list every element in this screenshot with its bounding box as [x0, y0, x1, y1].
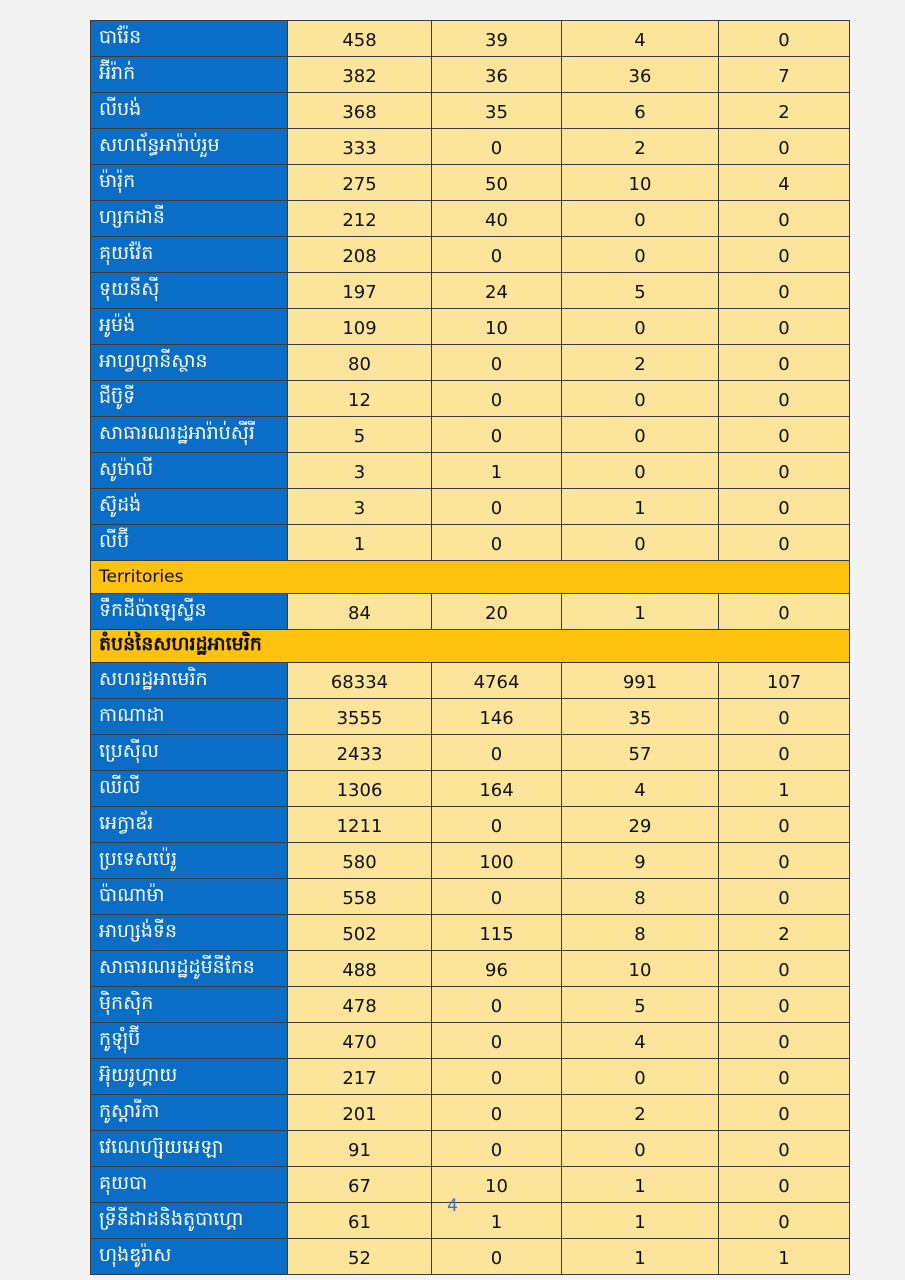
country-stats-table	[90, 20, 850, 1275]
table-row	[91, 915, 850, 951]
value-cell-3: 4	[562, 771, 719, 807]
table-row	[91, 807, 850, 843]
value-cell-1: 208	[288, 237, 432, 273]
country-name: លីប៊ី	[91, 525, 288, 561]
value-cell-1: 368	[288, 93, 432, 129]
value-cell-3: 0	[562, 417, 719, 453]
table-row	[91, 93, 850, 129]
country-name: ប្រទេសប៉េរូ	[91, 843, 288, 879]
table-body	[91, 21, 850, 1275]
value-cell-1: 558	[288, 879, 432, 915]
table-row	[91, 201, 850, 237]
value-cell-1: 109	[288, 309, 432, 345]
value-cell-3: 1	[562, 1167, 719, 1203]
value-cell-3: 36	[562, 57, 719, 93]
page-number: 4	[447, 1196, 458, 1216]
value-cell-1: 201	[288, 1095, 432, 1131]
value-cell-2: 0	[432, 1131, 562, 1167]
value-cell-4: 0	[719, 1167, 850, 1203]
value-cell-2: 0	[432, 345, 562, 381]
country-name: អាហ្សង់ទីន	[91, 915, 288, 951]
value-cell-1: 84	[288, 594, 432, 630]
value-cell-2: 0	[432, 489, 562, 525]
table-row	[91, 453, 850, 489]
table-row	[91, 663, 850, 699]
value-cell-1: 470	[288, 1023, 432, 1059]
value-cell-1: 212	[288, 201, 432, 237]
country-name: អេក្វាឌ័រ	[91, 807, 288, 843]
value-cell-3: 8	[562, 915, 719, 951]
country-name: កាណាដា	[91, 699, 288, 735]
value-cell-4: 0	[719, 417, 850, 453]
value-cell-3: 2	[562, 129, 719, 165]
value-cell-2: 36	[432, 57, 562, 93]
value-cell-1: 1	[288, 525, 432, 561]
section-label: តំបន់នៃសហរដ្ឋអាមេរិក	[91, 630, 850, 663]
value-cell-4: 0	[719, 735, 850, 771]
value-cell-3: 29	[562, 807, 719, 843]
country-name: គុយបា	[91, 1167, 288, 1203]
value-cell-2: 50	[432, 165, 562, 201]
value-cell-2: 0	[432, 1239, 562, 1275]
country-name: សាធារណរដ្ឋអារ៉ាប់ស៊ីរី	[91, 417, 288, 453]
value-cell-3: 0	[562, 381, 719, 417]
country-name: ទឹកដីប៉ាឡេស្ទីន	[91, 594, 288, 630]
table-row	[91, 951, 850, 987]
value-cell-3: 991	[562, 663, 719, 699]
value-cell-2: 0	[432, 879, 562, 915]
country-name: វេណេហ្ស៊ុយអេឡា	[91, 1131, 288, 1167]
country-name: បារ៉ែន	[91, 21, 288, 57]
value-cell-3: 0	[562, 525, 719, 561]
value-cell-1: 275	[288, 165, 432, 201]
value-cell-4: 0	[719, 273, 850, 309]
value-cell-2: 0	[432, 1023, 562, 1059]
table-row	[91, 525, 850, 561]
value-cell-4: 2	[719, 915, 850, 951]
section-label: Territories	[91, 561, 850, 594]
value-cell-2: 10	[432, 309, 562, 345]
value-cell-1: 2433	[288, 735, 432, 771]
country-name: សាធារណរដ្ឋដូមីនីកែន	[91, 951, 288, 987]
value-cell-4: 0	[719, 237, 850, 273]
value-cell-4: 0	[719, 951, 850, 987]
value-cell-1: 61	[288, 1203, 432, 1239]
value-cell-4: 0	[719, 807, 850, 843]
value-cell-1: 382	[288, 57, 432, 93]
value-cell-2: 100	[432, 843, 562, 879]
value-cell-2: 0	[432, 807, 562, 843]
value-cell-4: 0	[719, 129, 850, 165]
country-name: អូម៉ង់	[91, 309, 288, 345]
table-row	[91, 309, 850, 345]
table-row	[91, 345, 850, 381]
value-cell-4: 2	[719, 93, 850, 129]
country-name: ប្រេស៊ីល	[91, 735, 288, 771]
value-cell-4: 4	[719, 165, 850, 201]
value-cell-4: 0	[719, 1095, 850, 1131]
value-cell-2: 0	[432, 987, 562, 1023]
value-cell-3: 57	[562, 735, 719, 771]
value-cell-1: 1211	[288, 807, 432, 843]
country-name: អ៊ុយរូហ្គាយ	[91, 1059, 288, 1095]
value-cell-3: 0	[562, 1131, 719, 1167]
section-header-row	[91, 561, 850, 594]
country-name: សហរដ្ឋអាមេរិក	[91, 663, 288, 699]
value-cell-4: 0	[719, 309, 850, 345]
country-name: ម៉ិកស៊ិក	[91, 987, 288, 1023]
section-header-row	[91, 630, 850, 663]
value-cell-2: 115	[432, 915, 562, 951]
value-cell-3: 1	[562, 1203, 719, 1239]
value-cell-3: 1	[562, 594, 719, 630]
value-cell-4: 0	[719, 381, 850, 417]
value-cell-3: 1	[562, 489, 719, 525]
value-cell-1: 3555	[288, 699, 432, 735]
value-cell-1: 458	[288, 21, 432, 57]
value-cell-2: 4764	[432, 663, 562, 699]
value-cell-3: 0	[562, 453, 719, 489]
value-cell-4: 107	[719, 663, 850, 699]
value-cell-3: 10	[562, 165, 719, 201]
value-cell-2: 0	[432, 129, 562, 165]
value-cell-1: 478	[288, 987, 432, 1023]
value-cell-2: 0	[432, 1095, 562, 1131]
value-cell-4: 0	[719, 21, 850, 57]
value-cell-3: 2	[562, 345, 719, 381]
table-row	[91, 57, 850, 93]
value-cell-1: 3	[288, 453, 432, 489]
country-name: លីបង់	[91, 93, 288, 129]
value-cell-4: 0	[719, 489, 850, 525]
value-cell-3: 0	[562, 201, 719, 237]
value-cell-1: 3	[288, 489, 432, 525]
value-cell-2: 24	[432, 273, 562, 309]
country-name: កូឡុំប៊ី	[91, 1023, 288, 1059]
value-cell-2: 0	[432, 417, 562, 453]
country-name: អាហ្វហ្គានីស្ថាន	[91, 345, 288, 381]
value-cell-1: 5	[288, 417, 432, 453]
value-cell-4: 7	[719, 57, 850, 93]
value-cell-2: 20	[432, 594, 562, 630]
value-cell-1: 52	[288, 1239, 432, 1275]
value-cell-4: 0	[719, 594, 850, 630]
value-cell-2: 10	[432, 1167, 562, 1203]
country-name: ម៉ារ៉ុក	[91, 165, 288, 201]
table-row	[91, 987, 850, 1023]
value-cell-2: 164	[432, 771, 562, 807]
value-cell-2: 39	[432, 21, 562, 57]
value-cell-1: 91	[288, 1131, 432, 1167]
value-cell-1: 68334	[288, 663, 432, 699]
value-cell-3: 0	[562, 1059, 719, 1095]
table-row	[91, 735, 850, 771]
value-cell-1: 12	[288, 381, 432, 417]
country-name: ឈីលី	[91, 771, 288, 807]
country-name: សូម៉ាលី	[91, 453, 288, 489]
table-row	[91, 1131, 850, 1167]
value-cell-4: 1	[719, 771, 850, 807]
country-name: ប៉ាណាម៉ា	[91, 879, 288, 915]
value-cell-1: 80	[288, 345, 432, 381]
value-cell-3: 8	[562, 879, 719, 915]
value-cell-4: 0	[719, 525, 850, 561]
value-cell-2: 96	[432, 951, 562, 987]
table-row	[91, 381, 850, 417]
value-cell-1: 197	[288, 273, 432, 309]
table-row	[91, 489, 850, 525]
country-name: ហ្សកដានី	[91, 201, 288, 237]
value-cell-2: 35	[432, 93, 562, 129]
value-cell-2: 0	[432, 735, 562, 771]
value-cell-3: 5	[562, 987, 719, 1023]
country-name: សហព័ន្ធអារ៉ាប់រួម	[91, 129, 288, 165]
value-cell-2: 0	[432, 237, 562, 273]
country-name: ជីប៊ូទី	[91, 381, 288, 417]
table-row	[91, 1239, 850, 1275]
value-cell-4: 0	[719, 1131, 850, 1167]
table-row	[91, 879, 850, 915]
value-cell-3: 0	[562, 309, 719, 345]
table-row	[91, 1095, 850, 1131]
country-name: អ៊ីរ៉ាក់	[91, 57, 288, 93]
value-cell-4: 0	[719, 453, 850, 489]
table-row	[91, 1059, 850, 1095]
value-cell-4: 0	[719, 201, 850, 237]
table-row	[91, 771, 850, 807]
value-cell-1: 1306	[288, 771, 432, 807]
value-cell-3: 1	[562, 1239, 719, 1275]
value-cell-3: 10	[562, 951, 719, 987]
country-name: កូស្តារីកា	[91, 1095, 288, 1131]
country-name: ទ្រីនីដាដនិងតូបាហ្គោ	[91, 1203, 288, 1239]
value-cell-2: 146	[432, 699, 562, 735]
value-cell-4: 0	[719, 345, 850, 381]
table-row	[91, 273, 850, 309]
value-cell-4: 0	[719, 1203, 850, 1239]
value-cell-2: 1	[432, 453, 562, 489]
table-row	[91, 699, 850, 735]
table-row	[91, 129, 850, 165]
value-cell-1: 488	[288, 951, 432, 987]
value-cell-1: 67	[288, 1167, 432, 1203]
value-cell-3: 4	[562, 1023, 719, 1059]
value-cell-4: 0	[719, 987, 850, 1023]
value-cell-2: 40	[432, 201, 562, 237]
value-cell-2: 0	[432, 525, 562, 561]
value-cell-4: 0	[719, 843, 850, 879]
table-row	[91, 594, 850, 630]
value-cell-4: 0	[719, 1023, 850, 1059]
value-cell-3: 0	[562, 237, 719, 273]
value-cell-1: 502	[288, 915, 432, 951]
table-row	[91, 237, 850, 273]
table-row	[91, 21, 850, 57]
value-cell-2: 0	[432, 381, 562, 417]
value-cell-4: 0	[719, 879, 850, 915]
country-name: ហុងឌូរ៉ាស	[91, 1239, 288, 1275]
table-row	[91, 165, 850, 201]
value-cell-4: 0	[719, 699, 850, 735]
value-cell-1: 333	[288, 129, 432, 165]
value-cell-3: 35	[562, 699, 719, 735]
value-cell-1: 217	[288, 1059, 432, 1095]
table-row	[91, 1023, 850, 1059]
table-row	[91, 417, 850, 453]
value-cell-4: 1	[719, 1239, 850, 1275]
value-cell-2: 1	[432, 1203, 562, 1239]
value-cell-2: 0	[432, 1059, 562, 1095]
value-cell-3: 4	[562, 21, 719, 57]
value-cell-1: 580	[288, 843, 432, 879]
value-cell-3: 2	[562, 1095, 719, 1131]
table-row	[91, 843, 850, 879]
value-cell-3: 5	[562, 273, 719, 309]
country-name: ទុយនីស៊ី	[91, 273, 288, 309]
value-cell-3: 9	[562, 843, 719, 879]
value-cell-3: 6	[562, 93, 719, 129]
country-name: គុយវ៉ែត	[91, 237, 288, 273]
country-name: ស៊ូដង់	[91, 489, 288, 525]
value-cell-4: 0	[719, 1059, 850, 1095]
